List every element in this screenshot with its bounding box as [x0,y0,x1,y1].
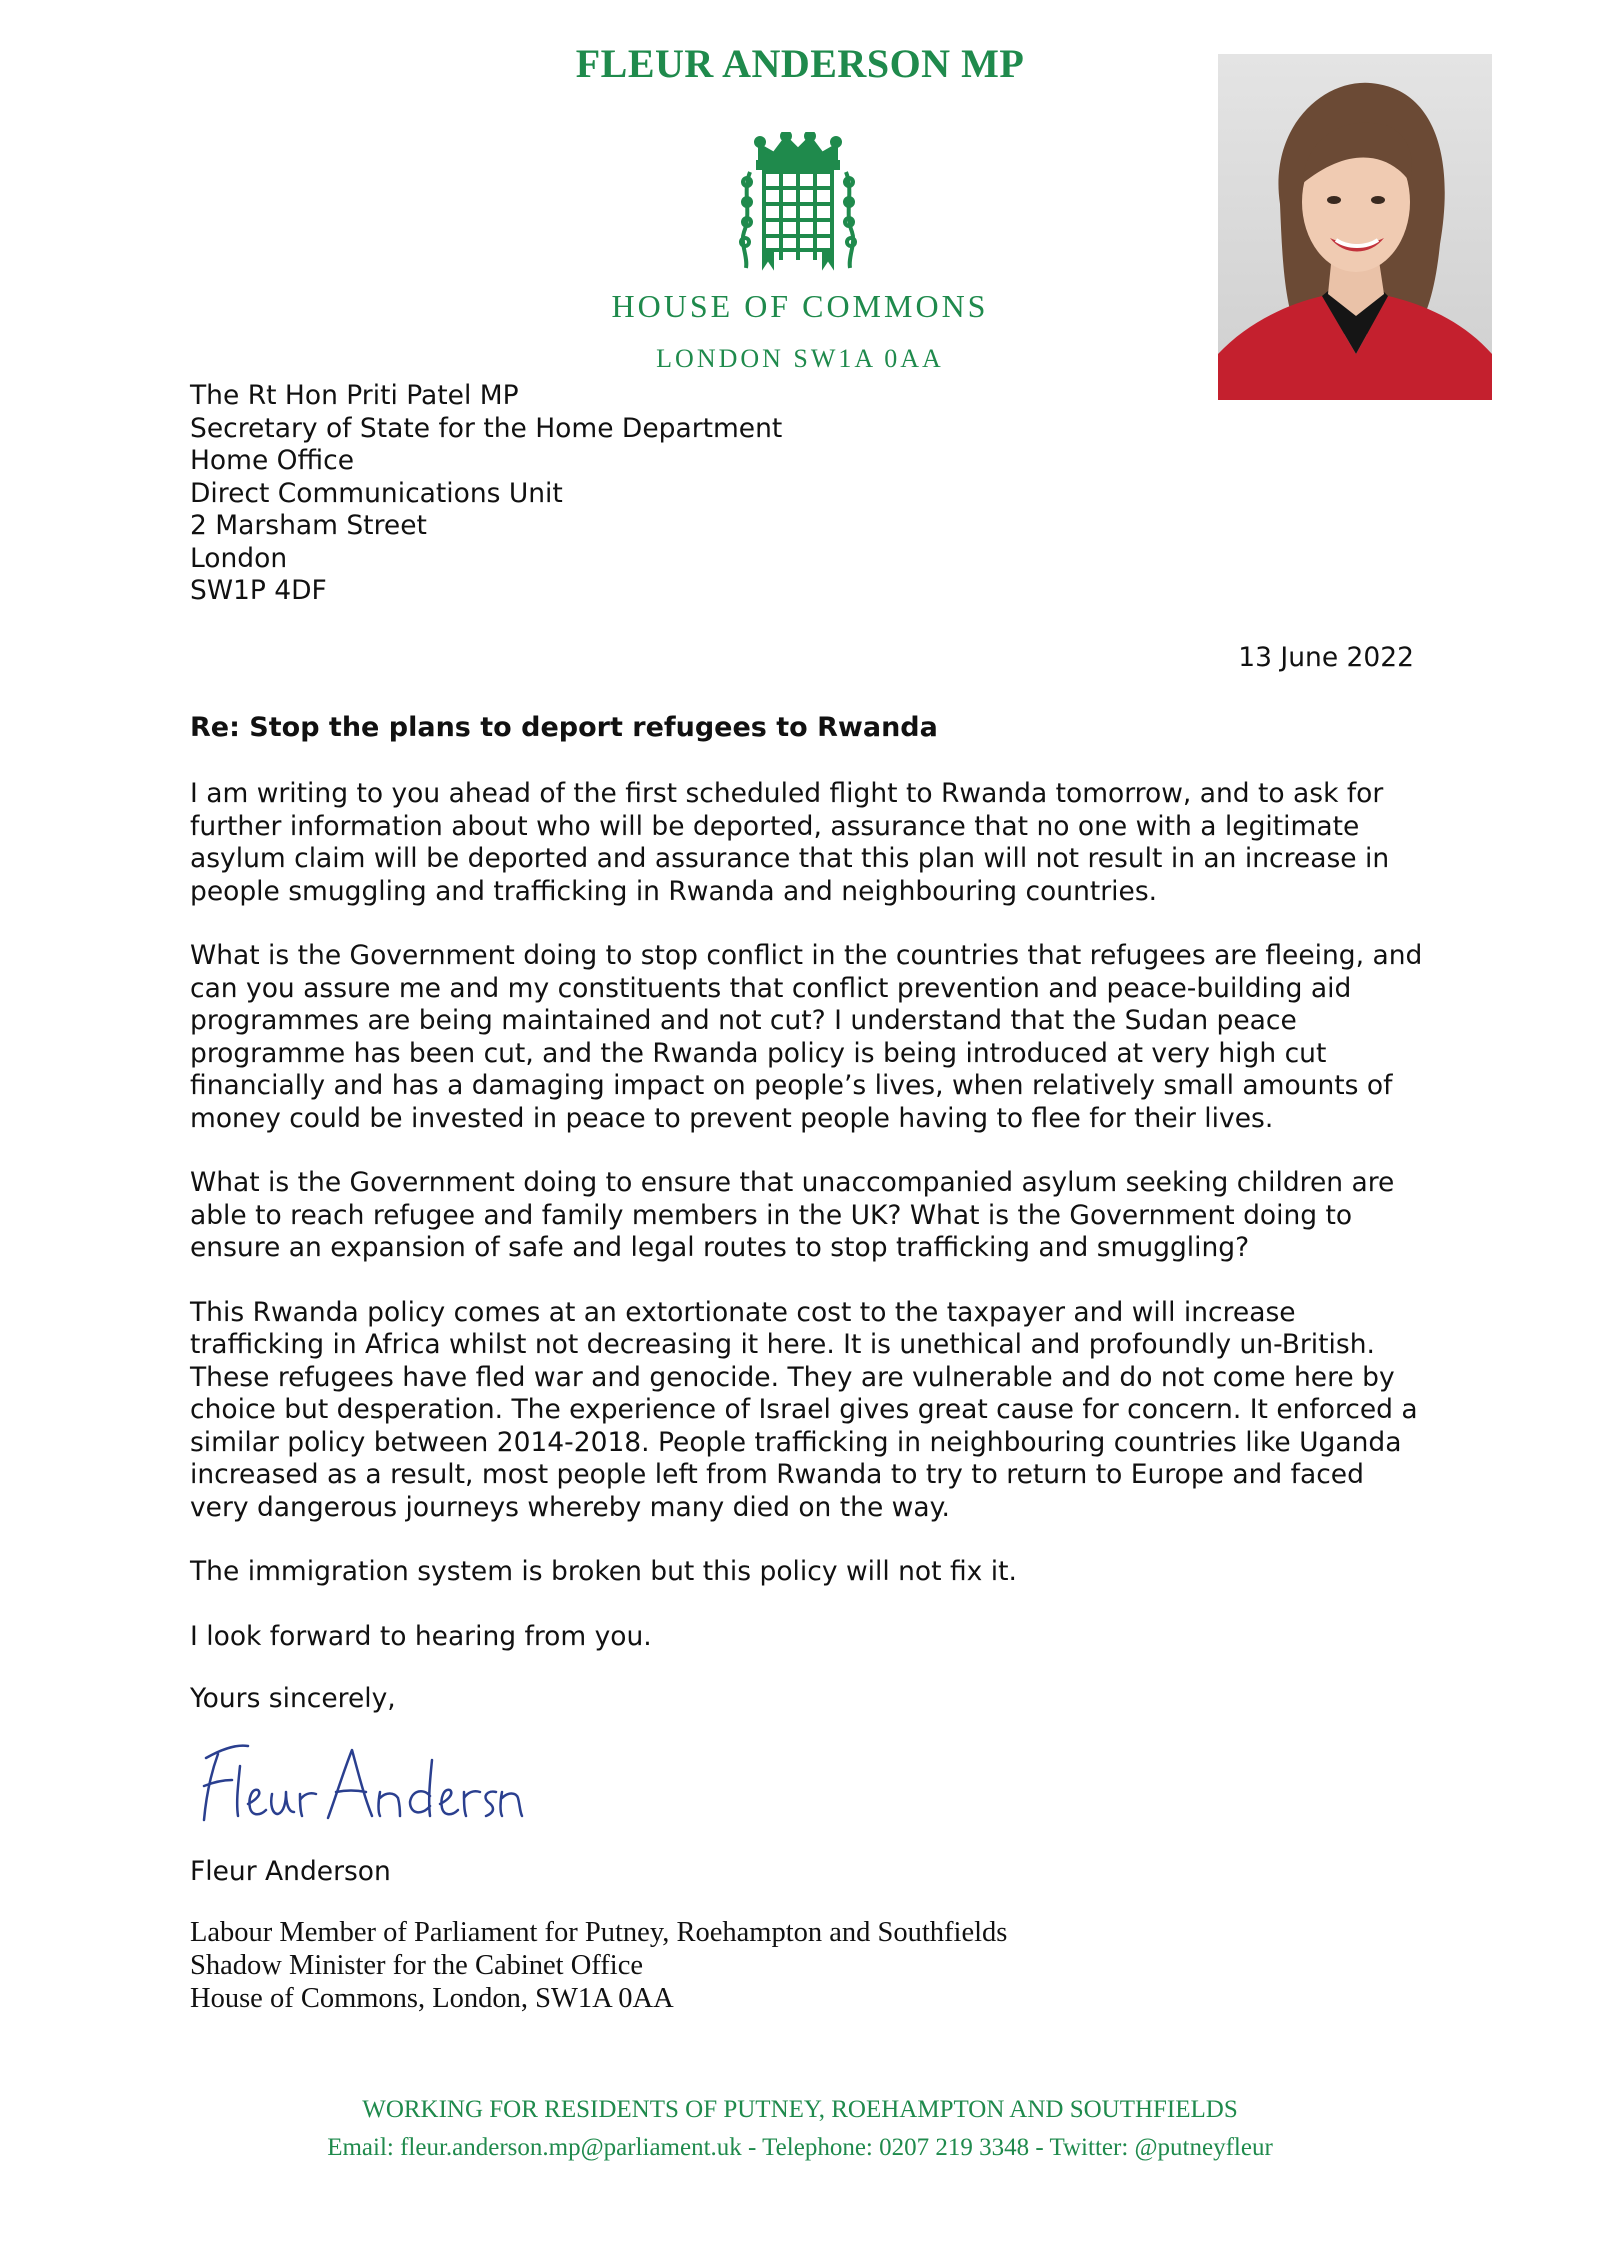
body-paragraph: What is the Government doing to ensure that unaccompanied asylum seeking children are able to reach refugee and family members in the UK? What is the Government doing to ensure an expansion of safe and legal routes to stop trafficking and smuggling? [190,1167,1395,1263]
portcullis-icon [738,132,858,274]
letter-date: 13 June 2022 [1238,642,1414,673]
signer-title-line: House of Commons, London, SW1A 0AA [190,1983,674,2014]
house-of-commons-heading: HOUSE OF COMMONS [611,288,989,324]
letterhead-mp-name: FLEUR ANDERSON MP [575,41,1025,86]
address-line: Direct Communications Unit [190,477,563,509]
address-line: London [190,542,288,574]
signature-text: Fleur Anderson [196,1736,204,1737]
signer-titles [190,1916,1007,2015]
closing-salutation: Yours sincerely, [190,1683,396,1714]
body-paragraph: What is the Government doing to stop conflict in the countries that refugees are fleeing, and can you assure me and my constituents that conflict prevention and peace-building aid programmes are being maintained and not cut? I understand that the Sudan peace programme has been cut, and the Rwanda policy is being introduced at very high cut financially and has a damaging impact on people’s lives, when relatively small amounts of money could be invested in peace to prevent people having to flee for their lives. [190,940,1423,1134]
address-line: Secretary of State for the Home Department [190,412,783,444]
signer-title-line: Labour Member of Parliament for Putney, Roehampton and Southfields [190,1917,1008,1948]
footer-contact: Email: fleur.anderson.mp@parliament.uk - Telephone: 0207 219 3348 - Twitter: @putneyfleur [327,2134,1273,2161]
recipient-address [190,380,782,608]
body-paragraph: This Rwanda policy comes at an extortionate cost to the taxpayer and will increase trafficking in Africa whilst not decreasing it here. It is unethical and profoundly un-British. These refugees have fled war and genocide. They are vulnerable and do not come here by choice but desperation. The experience of Israel gives great cause for concern. It enforced a similar policy between 2014-2018. People trafficking in neighbouring countries like Uganda increased as a result, most people left from Rwanda to try to return to Europe and faced very dangerous journeys whereby many died on the way. [190,1296,1418,1523]
letter-body [190,778,1430,1685]
mp-portrait-photo [1218,54,1492,400]
address-line: SW1P 4DF [190,575,327,606]
signer-name: Fleur Anderson [190,1856,391,1887]
footer-tagline: WORKING FOR RESIDENTS OF PUTNEY, ROEHAMPTON AND SOUTHFIELDS [362,2096,1238,2123]
letterhead-postcode: LONDON SW1A 0AA [656,344,944,373]
address-line: 2 Marsham Street [190,510,427,541]
handwritten-signature [196,1736,526,1826]
body-paragraph: I am writing to you ahead of the first scheduled flight to Rwanda tomorrow, and to ask for further information about who will be deported, assurance that no one with a legitimate asylum claim will be deported and assurance that this plan will not result in an increase in people smuggling and trafficking in Rwanda and neighbouring countries. [190,778,1390,907]
body-paragraph: I look forward to hearing from you. [190,1620,652,1652]
address-line: Home Office [190,445,355,476]
letter-subject: Re: Stop the plans to deport refugees to Rwanda [190,712,938,743]
address-line: The Rt Hon Priti Patel MP [190,380,519,411]
body-paragraph: The immigration system is broken but this policy will not fix it. [190,1556,1017,1587]
signer-title-line: Shadow Minister for the Cabinet Office [190,1950,643,1981]
